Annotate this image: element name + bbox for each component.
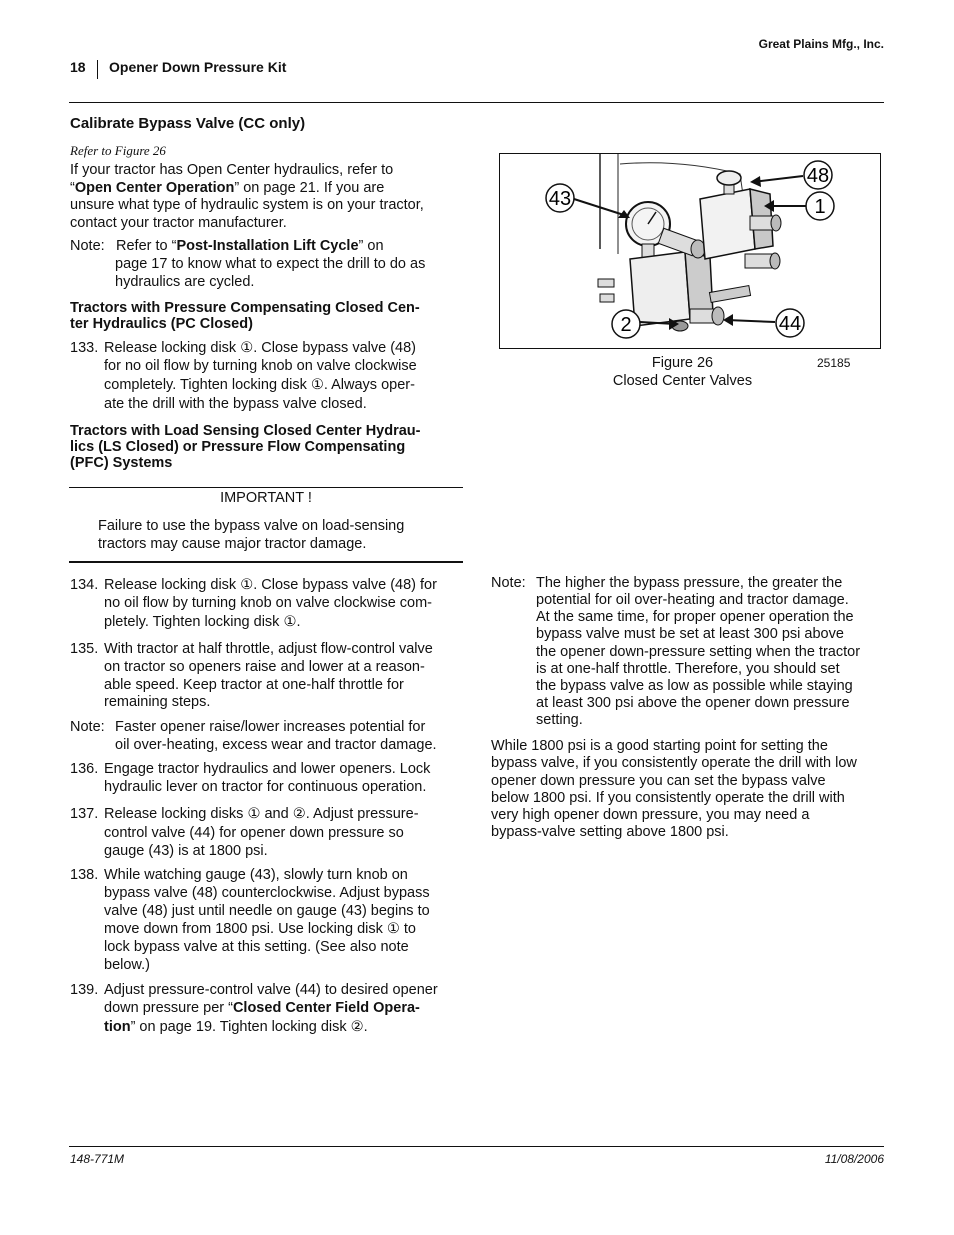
callout-48-label: 48 bbox=[806, 165, 830, 187]
step-line: remaining steps. bbox=[104, 694, 211, 710]
note-label: Note: bbox=[70, 719, 105, 735]
subheading-pc-closed: Tractors with Pressure Compensating Closed Cen- ter Hydraulics (PC Closed) bbox=[70, 300, 420, 332]
intro-line: contact your tractor manufacturer. bbox=[70, 214, 287, 231]
header-rule bbox=[69, 102, 884, 103]
step-line: Release locking disk ①. Close bypass valve (48) bbox=[104, 340, 416, 356]
link-post-installation[interactable]: Post-Installation Lift Cycle bbox=[176, 238, 359, 254]
intro-paragraph bbox=[70, 162, 424, 232]
document-date: 11/08/2006 bbox=[824, 1152, 884, 1166]
note-faster-raise bbox=[70, 719, 465, 756]
step-line: for no oil flow by turning knob on valve clockwise bbox=[104, 358, 417, 374]
footer-rule bbox=[69, 1146, 884, 1147]
step-number: 138. bbox=[70, 867, 99, 883]
note-line: page 17 to know what to expect the drill to do as bbox=[115, 256, 426, 272]
callout-43-label: 43 bbox=[548, 188, 572, 210]
step-line: on tractor so openers raise and lower at a reason- bbox=[104, 659, 425, 675]
step-136 bbox=[70, 761, 465, 798]
header-divider bbox=[97, 60, 98, 79]
note-line: hydraulics are cycled. bbox=[115, 274, 255, 290]
step-line: gauge (43) is at 1800 psi. bbox=[104, 843, 268, 859]
intro-line: unsure what type of hydraulic system is on your tractor, bbox=[70, 197, 424, 213]
step-138 bbox=[70, 867, 465, 977]
callout-2-label: 2 bbox=[620, 314, 632, 336]
intro-line: If your tractor has Open Center hydraulics, refer to bbox=[70, 162, 394, 178]
note-lift-cycle bbox=[70, 238, 465, 293]
note-line: Refer to “Post-Installation Lift Cycle” on bbox=[116, 238, 384, 254]
step-number: 135. bbox=[70, 641, 99, 657]
note-line: oil over-heating, excess wear and tractor damage. bbox=[115, 737, 437, 753]
intro-line: “Open Center Operation” on page 21. If you are bbox=[70, 179, 385, 196]
note-line: Faster opener raise/lower increases potential for bbox=[115, 719, 426, 735]
step-line: While watching gauge (43), slowly turn knob on bbox=[104, 867, 408, 883]
step-line: With tractor at half throttle, adjust flow-control valve bbox=[104, 641, 433, 657]
step-line: pletely. Tighten locking disk ①. bbox=[104, 614, 301, 630]
callout-44-label: 44 bbox=[778, 313, 802, 335]
paragraph-starting-point: While 1800 psi is a good starting point for setting the bypass valve, if you consistently operate the drill with low opener down pressure you can set the bypass valve below 1800 psi. If you consistently operate the drill with very high opener down pressure, you may need a bypass-valve setting above 1800 psi. bbox=[491, 738, 857, 841]
page-number: 18 bbox=[70, 59, 86, 75]
step-line: completely. Tighten locking disk ①. Always oper- bbox=[104, 377, 415, 393]
step-line: Release locking disks ① and ②. Adjust pressure- bbox=[104, 806, 419, 822]
step-line: valve (48) just until needle on gauge (43) begins to bbox=[104, 903, 430, 919]
important-bottom-rule bbox=[69, 561, 463, 563]
step-line: no oil flow by turning knob on valve clockwise com- bbox=[104, 595, 433, 611]
step-139 bbox=[70, 982, 465, 1038]
figure-closed-center-valves bbox=[499, 153, 881, 349]
note-bypass-pressure: Note: The higher the bypass pressure, the greater the potential for oil over-heating and tractor damage. At the same time, for proper opener operation the bypass valve must be set at least 300 psi above the opener down-pressure setting when the tractor is at one-half throttle. Therefore, you should set the bypass valve as low as possible while staying at least 300 psi above the opener down pressure setting. bbox=[491, 575, 861, 728]
step-134 bbox=[70, 577, 465, 633]
link-closed-center-field[interactable]: Closed Center Field Opera- bbox=[232, 1000, 420, 1016]
step-line: down pressure per “Closed Center Field Opera- bbox=[104, 1000, 420, 1016]
step-line: below.) bbox=[104, 957, 150, 973]
step-number: 136. bbox=[70, 761, 99, 777]
section-title: Calibrate Bypass Valve (CC only) bbox=[70, 115, 306, 132]
step-line: hydraulic lever on tractor for continuous operation. bbox=[104, 779, 427, 795]
note-label: Note: bbox=[491, 575, 526, 591]
step-line: Release locking disk ①. Close bypass valve (48) for bbox=[104, 577, 437, 593]
note-label: Note: bbox=[70, 238, 105, 254]
step-number: 134. bbox=[70, 577, 99, 593]
step-line: lock bypass valve at this setting. (See also note bbox=[104, 939, 409, 955]
callout-1-label: 1 bbox=[814, 196, 826, 218]
figure-reference: Refer to Figure 26 bbox=[70, 143, 166, 158]
company-name: Great Plains Mfg., Inc. bbox=[758, 37, 884, 51]
step-135 bbox=[70, 641, 465, 713]
figure-id: 25185 bbox=[817, 356, 851, 370]
link-open-center[interactable]: Open Center Operation bbox=[74, 179, 235, 196]
step-line: able speed. Keep tractor at one-half throttle for bbox=[104, 677, 404, 693]
step-line: tion” on page 19. Tighten locking disk ②. bbox=[104, 1019, 368, 1035]
step-133 bbox=[70, 340, 465, 415]
step-line: Adjust pressure-control valve (44) to desired opener bbox=[104, 982, 438, 998]
document-number: 148-771M bbox=[70, 1152, 125, 1166]
step-number: 137. bbox=[70, 806, 99, 822]
step-line: ate the drill with the bypass valve closed. bbox=[104, 396, 367, 412]
figure-caption: Figure 26 Closed Center Valves bbox=[612, 355, 753, 389]
subheading-ls-closed: Tractors with Load Sensing Closed Center Hydrau- lics (LS Closed) or Pressure Flow Compensating (PFC) Systems bbox=[70, 423, 421, 471]
valve-illustration bbox=[500, 154, 879, 347]
step-number: 133. bbox=[70, 340, 99, 356]
step-line: control valve (44) for opener down pressure so bbox=[104, 825, 404, 841]
important-top-rule bbox=[69, 487, 463, 488]
step-line: move down from 1800 psi. Use locking disk ① to bbox=[104, 921, 416, 937]
document-title: Opener Down Pressure Kit bbox=[109, 59, 287, 75]
step-line: bypass valve (48) counterclockwise. Adjust bypass bbox=[104, 885, 430, 901]
important-title: IMPORTANT ! bbox=[220, 490, 312, 506]
step-137 bbox=[70, 806, 465, 862]
step-line: Engage tractor hydraulics and lower openers. Lock bbox=[104, 761, 431, 777]
step-number: 139. bbox=[70, 982, 99, 998]
important-text: Failure to use the bypass valve on load-sensing tractors may cause major tractor damage. bbox=[98, 518, 405, 552]
